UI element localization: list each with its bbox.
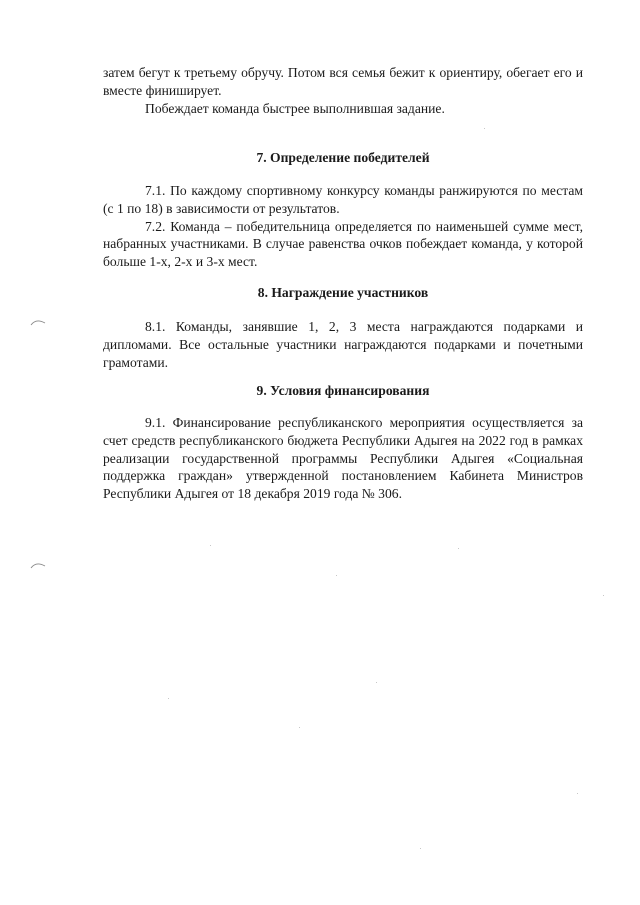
- section-9-body: [103, 414, 583, 503]
- scan-speck: [484, 128, 485, 129]
- paragraph-9-1: 9.1. Финансирование республиканского мероприятия осуществляется за счет средств республиканского бюджета Республики Адыгея на 2022 год в рамках реализации государственной программы Республики Адыгея «Социальная поддержка граждан» утвержденной постановлением Кабинета Министров Республики Адыгея от 18 декабря 2019 года № 306.: [103, 415, 583, 502]
- punch-hole-mark-icon: [30, 318, 46, 326]
- intro-winner-paragraph: Побеждает команда быстрее выполнившая задание.: [145, 100, 445, 116]
- section-7-body: [103, 182, 583, 271]
- scan-speck: [168, 698, 169, 699]
- section-7-heading: 7. Определение победителей: [256, 150, 430, 165]
- intro-paragraph: затем бегут к третьему обручу. Потом вся семья бежит к ориентиру, обегает его и вместе финиширует.: [103, 65, 583, 98]
- scan-speck: [299, 727, 300, 728]
- punch-hole-mark-icon: [30, 561, 46, 569]
- scan-speck: [458, 548, 459, 549]
- scan-speck: [577, 793, 578, 794]
- paragraph-7-1: 7.1. По каждому спортивному конкурсу команды ранжируются по местам (с 1 по 18) в зависимости от результатов.: [103, 183, 583, 216]
- scan-speck: [336, 575, 337, 576]
- paragraph-8-1: 8.1. Команды, занявшие 1, 2, 3 места награждаются подарками и дипломами. Все остальные участники награждаются подарками и почетными грамотами.: [103, 319, 583, 370]
- section-8-heading: 8. Награждение участников: [257, 285, 429, 300]
- scan-speck: [603, 595, 604, 596]
- section-8-body: [103, 318, 583, 371]
- intro-block: [103, 64, 583, 117]
- scan-speck: [420, 848, 421, 849]
- paragraph-7-2: 7.2. Команда – победительница определяется по наименьшей сумме мест, набранных участниками. В случае равенства очков побеждает команда, у которой больше 1-х, 2-х и 3-х мест.: [103, 218, 583, 270]
- scan-speck: [210, 545, 211, 546]
- scan-speck: [376, 682, 377, 683]
- section-9-heading: 9. Условия финансирования: [256, 383, 430, 398]
